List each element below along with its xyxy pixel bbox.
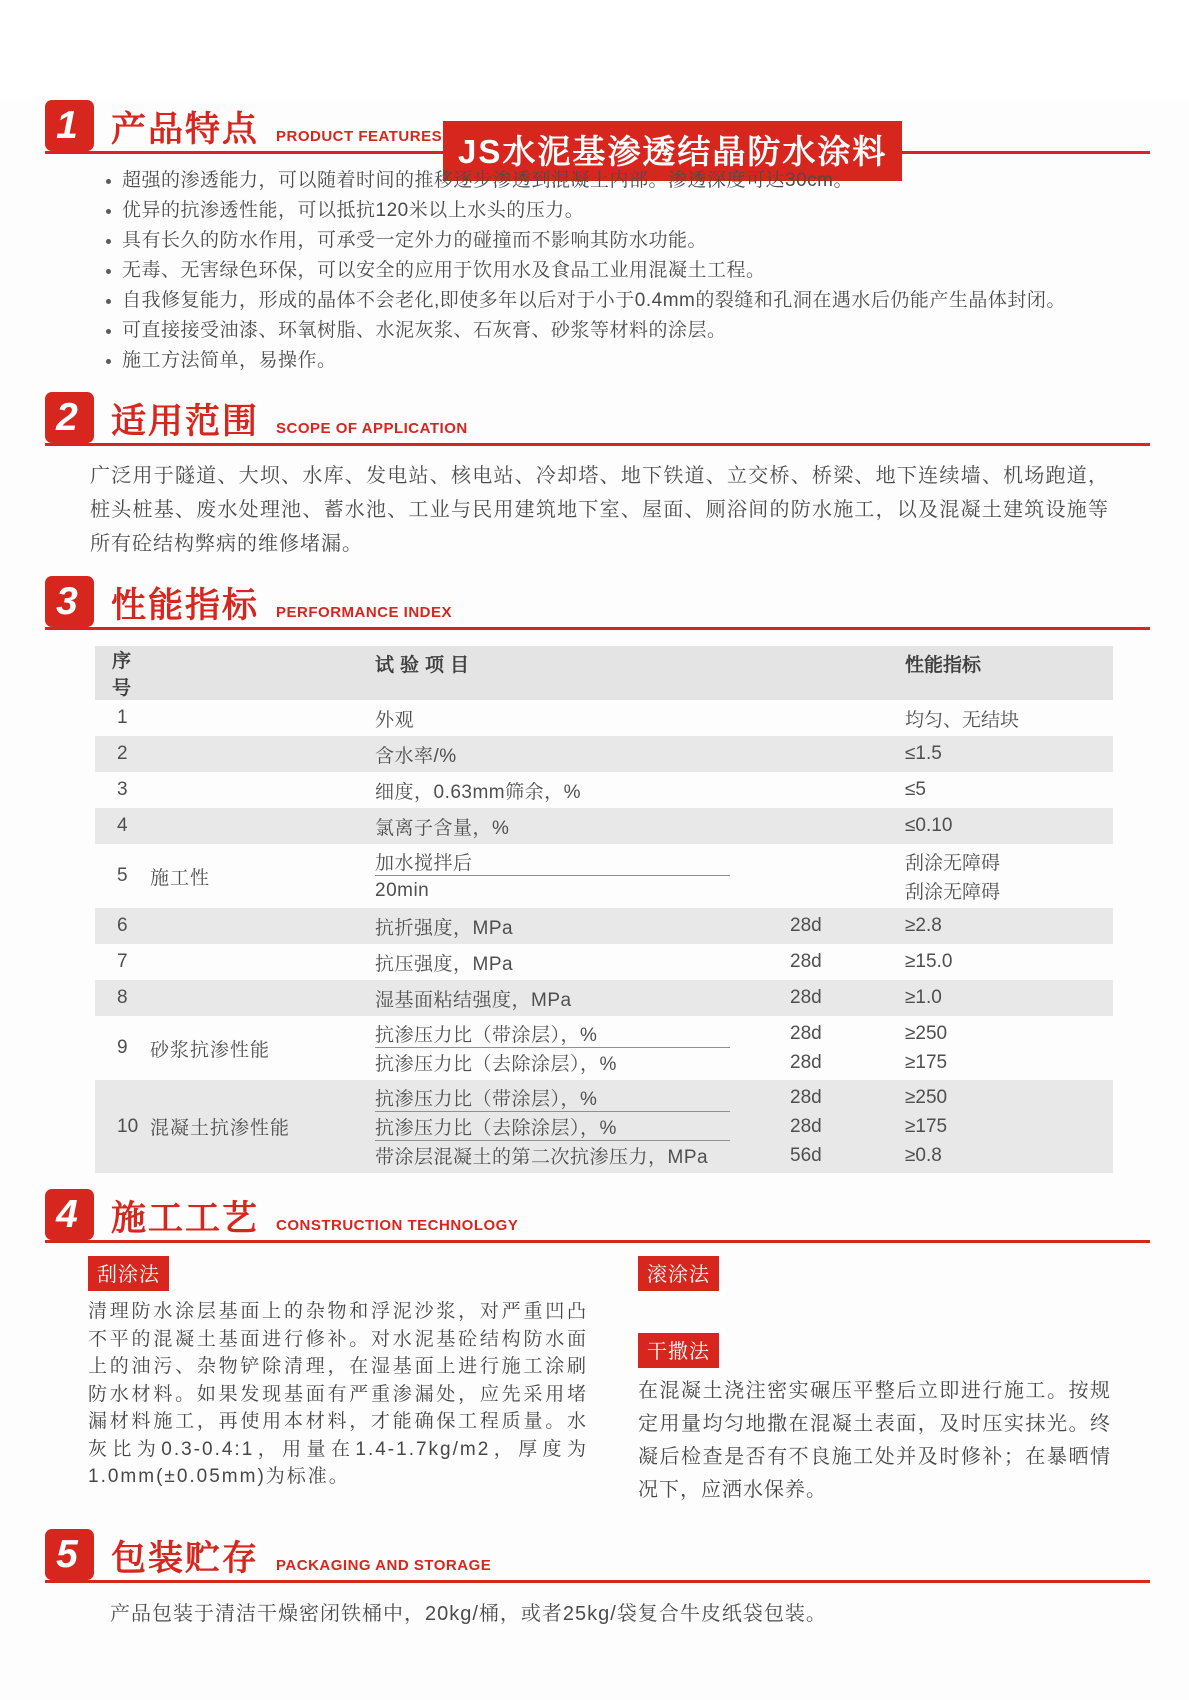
section-header-packaging — [45, 1529, 1150, 1583]
product-spec-sheet — [0, 100, 1189, 1700]
test-item-name: 抗折强度，MPa — [375, 917, 514, 939]
method-badge: 刮涂法 — [88, 1256, 169, 1291]
test-item-name: 外观 — [375, 709, 415, 731]
test-index-value: ≤5 — [905, 779, 926, 800]
cell-items — [375, 736, 1113, 772]
feature-item: 超强的渗透能力，可以随着时间的推移逐步渗透到混凝土内部。渗透深度可达30cm。 — [105, 166, 1129, 196]
section-number: 5 — [45, 1529, 94, 1580]
method-paragraph: 在混凝土浇注密实碾压平整后立即进行施工。按规定用量均匀地撒在混凝土表面，及时压实抹光。终凝后检查是否有不良施工处并及时修补；在暴晒情况下，应洒水保养。 — [638, 1380, 1111, 1501]
test-item-row — [375, 876, 1113, 905]
cell-serial: 1 — [117, 707, 128, 728]
table-row — [95, 808, 1113, 844]
cell-serial: 4 — [117, 815, 128, 836]
test-item-row — [375, 908, 1113, 944]
cell-serial: 2 — [117, 743, 128, 764]
feature-item: 优异的抗渗透性能，可以抵抗120米以上水头的压力。 — [105, 196, 1129, 226]
test-age: 28d — [790, 1115, 822, 1137]
cell-serial: 9 — [117, 1037, 128, 1058]
feature-item: 具有长久的防水作用，可承受一定外力的碰撞而不影响其防水功能。 — [105, 226, 1129, 256]
section-title-en: PRODUCT FEATURES — [276, 128, 443, 145]
test-item-name: 带涂层混凝土的第二次抗渗压力，MPa — [375, 1147, 709, 1168]
cell-items — [375, 1016, 1113, 1080]
test-index-value: ≤0.10 — [905, 815, 953, 836]
test-item-row — [375, 944, 1113, 980]
test-item-name: 含水率/% — [375, 745, 457, 767]
test-item-row — [375, 646, 1113, 680]
cell-category — [150, 944, 375, 980]
construction-method — [638, 1333, 1111, 1507]
test-index-value: 刮涂无障碍 — [905, 853, 1001, 874]
method-badge: 滚涂法 — [638, 1256, 719, 1291]
cell-serial: 6 — [117, 915, 128, 936]
test-item-name: 湿基面粘结强度，MPa — [375, 989, 572, 1011]
table-row — [95, 700, 1113, 736]
cell-items — [375, 772, 1113, 808]
test-item-name: 抗渗压力比（去除涂层），% — [375, 1054, 617, 1075]
cell-items — [375, 646, 1113, 700]
cell-category — [150, 646, 375, 700]
test-item-row — [375, 772, 1113, 808]
construction-method — [88, 1256, 588, 1491]
test-age: 28d — [790, 1051, 822, 1073]
test-item-name: 抗压强度，MPa — [375, 953, 514, 975]
section-title-en: PERFORMANCE INDEX — [276, 604, 453, 621]
section-number: 2 — [45, 392, 94, 443]
test-item-name: 抗渗压力比（带涂层），% — [375, 1089, 598, 1110]
test-item-name: 氯离子含量，% — [375, 817, 510, 839]
cell-category — [150, 772, 375, 808]
cell-items — [375, 980, 1113, 1016]
cell-category: 砂浆抗渗性能 — [150, 1039, 271, 1061]
table-header-row — [95, 646, 1113, 700]
test-index-value: 均匀、无结块 — [905, 709, 1020, 731]
construction-left-column — [88, 1256, 588, 1507]
cell-category — [150, 980, 375, 1016]
section-header-scope — [45, 392, 1150, 446]
packaging-paragraph: 产品包装于清洁干燥密闭铁桶中，20kg/桶，或者25kg/袋复合牛皮纸袋包装。 — [110, 1603, 827, 1625]
cell-serial: 5 — [117, 865, 128, 886]
section-title-zh: 性能指标 — [111, 586, 260, 625]
cell-category — [150, 808, 375, 844]
test-age: 28d — [790, 951, 822, 972]
section-title-zh: 施工工艺 — [111, 1199, 260, 1238]
method-badge: 干撒法 — [638, 1333, 719, 1368]
test-index-value: 刮涂无障碍 — [905, 882, 1001, 903]
cell-serial: 3 — [117, 779, 128, 800]
cell-items — [375, 1080, 1113, 1173]
test-item-row — [375, 980, 1113, 1016]
test-item-row — [375, 1083, 1113, 1112]
scope-paragraph: 广泛用于隧道、大坝、水库、发电站、核电站、冷却塔、地下铁道、立交桥、桥梁、地下连续墙、机场跑道，桩头桩基、废水处理池、蓄水池、工业与民用建筑地下室、屋面、厕浴间的防水施工，以及混凝土建筑设施等所有砼结构弊病的维修堵漏。 — [90, 465, 1109, 555]
cell-category — [150, 700, 375, 736]
test-item-name: 加水搅拌后 — [375, 853, 473, 874]
cell-category — [150, 908, 375, 944]
test-age: 56d — [790, 1144, 822, 1166]
test-age: 28d — [790, 1022, 822, 1044]
cell-items — [375, 808, 1113, 844]
cell-items — [375, 944, 1113, 980]
test-age: 28d — [790, 1086, 822, 1108]
table-row — [95, 980, 1113, 1016]
cell-items — [375, 700, 1113, 736]
table-row — [95, 944, 1113, 980]
section-title-zh: 产品特点 — [111, 110, 260, 149]
test-index-value: ≥250 — [905, 1022, 948, 1044]
test-item-row — [375, 847, 1113, 876]
table-row — [95, 844, 1113, 908]
test-item-row — [375, 808, 1113, 844]
section-title-zh: 适用范围 — [111, 402, 260, 441]
section-title-en: CONSTRUCTION TECHNOLOGY — [276, 1217, 519, 1234]
section-number: 1 — [45, 100, 94, 151]
test-index-value: ≥0.8 — [905, 1144, 942, 1166]
cell-category: 混凝土抗渗性能 — [150, 1118, 291, 1139]
cell-serial: 8 — [117, 987, 128, 1008]
cell-serial: 10 — [117, 1115, 139, 1137]
test-index-value: ≤1.5 — [905, 743, 942, 764]
table-row — [95, 908, 1113, 944]
feature-item: 自我修复能力，形成的晶体不会老化,即使多年以后对于小于0.4mm的裂缝和孔洞在遇水后仍能产生晶体封闭。 — [105, 286, 1129, 316]
table-row — [95, 1080, 1113, 1173]
table-row — [95, 772, 1113, 808]
test-index-value: ≥250 — [905, 1086, 948, 1108]
cell-items — [375, 908, 1113, 944]
construction-columns — [88, 1256, 1111, 1507]
table-row — [95, 736, 1113, 772]
test-item-name: 抗渗压力比（去除涂层），% — [375, 1118, 617, 1139]
cell-serial: 序号 — [112, 651, 133, 699]
test-item-name: 细度，0.63mm筛余，% — [375, 781, 582, 803]
test-index-value: ≥2.8 — [905, 915, 942, 936]
section-title-zh: 包装贮存 — [111, 1539, 260, 1578]
test-age: 28d — [790, 915, 822, 936]
table-row — [95, 1016, 1113, 1080]
test-item-row — [375, 1019, 1113, 1048]
method-paragraph: 清理防水涂层基面上的杂物和浮泥沙浆，对严重凹凸不平的混凝土基面进行修补。对水泥基砼结构防水面上的油污、杂物铲除清理，在湿基面上进行施工涂刷防水材料。如果发现基面有严重渗漏处，应先采用堵漏材料施工，再使用本材料，才能确保工程质量。水灰比为0.3-0.4:1，用量在1.4-1.7kg/m2，厚度为1.0mm(±0.05mm)为标准。 — [88, 1301, 588, 1487]
section-number: 4 — [45, 1189, 94, 1240]
section-number: 3 — [45, 576, 94, 627]
test-item-name: 20min — [375, 879, 430, 901]
cell-category — [150, 736, 375, 772]
section-title-en: SCOPE OF APPLICATION — [276, 420, 468, 437]
test-item-name: 抗渗压力比（带涂层），% — [375, 1025, 598, 1046]
performance-table — [95, 646, 1113, 1173]
feature-item: 无毒、无害绿色环保，可以安全的应用于饮用水及食品工业用混凝土工程。 — [105, 256, 1129, 286]
test-age: 28d — [790, 987, 822, 1008]
test-index-value: ≥15.0 — [905, 951, 953, 972]
cell-items — [375, 844, 1113, 908]
feature-item: 可直接接受油漆、环氧树脂、水泥灰浆、石灰膏、砂浆等材料的涂层。 — [105, 316, 1129, 346]
test-item-name: 试验项目 — [375, 654, 476, 676]
page-title: JS水泥基渗透结晶防水涂料 — [443, 121, 902, 181]
cell-category: 施工性 — [150, 867, 211, 889]
section-header-performance-index — [45, 576, 1150, 630]
cell-serial: 7 — [117, 951, 128, 972]
section-header-construction — [45, 1189, 1150, 1243]
test-item-row — [375, 1048, 1113, 1077]
test-item-row — [375, 736, 1113, 772]
test-index-value: ≥175 — [905, 1051, 948, 1073]
construction-method — [638, 1256, 1111, 1291]
test-index-value: 性能指标 — [905, 654, 982, 676]
feature-item: 施工方法简单，易操作。 — [105, 346, 1129, 376]
construction-right-column — [638, 1256, 1111, 1507]
test-index-value: ≥175 — [905, 1115, 948, 1137]
test-item-row — [375, 1141, 1113, 1170]
test-item-row — [375, 700, 1113, 736]
test-index-value: ≥1.0 — [905, 987, 942, 1008]
test-item-row — [375, 1112, 1113, 1141]
feature-list — [105, 166, 1129, 376]
section-title-en: PACKAGING AND STORAGE — [276, 1557, 492, 1574]
